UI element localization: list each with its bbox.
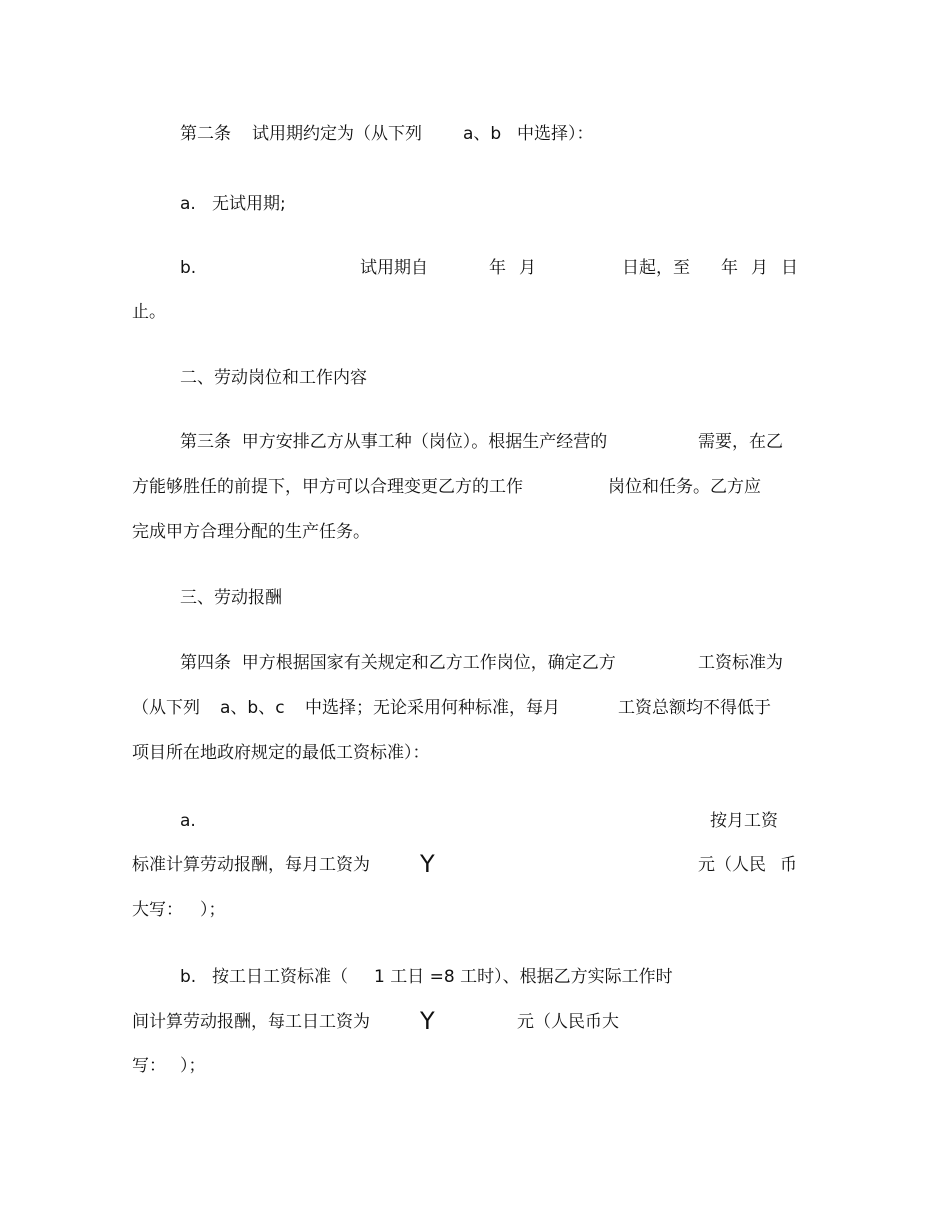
article3-line1a: 第三条 甲方安排乙方从事工种（岗位）。根据生产经营的 [180, 432, 608, 452]
section3-title: 三、劳动报酬 [180, 588, 282, 608]
option-a-text: 无试用期; [212, 194, 286, 214]
salary-a-close: ）； [200, 900, 226, 920]
article4-line3: 项目所在地政府规定的最低工资标准）： [132, 743, 430, 763]
salary-b-close: ）； [180, 1056, 206, 1076]
salary-b-yen: Y [420, 1007, 435, 1035]
salary-a-yen: Y [420, 850, 435, 878]
option-b-year2: 年 [721, 258, 738, 278]
option-b-letter: b. [180, 258, 197, 278]
option-b-day-to: 日起，至 [622, 258, 690, 278]
article2-text-end: 中选择）： [517, 124, 594, 144]
option-a-letter: a. [180, 194, 196, 214]
article2-label: 第二条 [180, 124, 231, 144]
salary-b-letter: b. [180, 967, 197, 987]
article2-options: a、b [463, 124, 502, 144]
article3-line2a: 方能够胜任的前提下，甲方可以合理变更乙方的工作 [132, 477, 523, 497]
option-b-day2: 日 [781, 258, 798, 278]
salary-a-line2: 标准计算劳动报酬，每月工资为 [132, 855, 370, 875]
article3-line2b: 岗位和任务。乙方应 [608, 477, 761, 497]
salary-b-line2: 间计算劳动报酬，每工日工资为 [132, 1012, 370, 1032]
section2-title: 二、劳动岗位和工作内容 [180, 368, 367, 388]
article4-line2c: 中选择；无论采用何种标准，每月 [305, 698, 560, 718]
article4-options: a、b、c [220, 698, 285, 718]
article4-line2a: （从下列 [132, 698, 200, 718]
article2-text: 试用期约定为（从下列 [252, 124, 422, 144]
salary-b-line1a: 按工日工资标准（ [212, 967, 348, 987]
salary-a-letter: a. [180, 811, 196, 831]
salary-a-monthly: 按月工资 [710, 811, 778, 831]
article3-line1b: 需要，在乙 [698, 432, 783, 452]
option-b-from: 试用期自 [360, 258, 428, 278]
article4-line1a: 第四条 甲方根据国家有关规定和乙方工作岗位，确定乙方 [180, 653, 616, 673]
salary-b-daxie: 写： [132, 1056, 166, 1076]
option-b-month1: 月 [519, 258, 536, 278]
option-b-month2: 月 [751, 258, 768, 278]
salary-a-daxie: 大写： [132, 900, 183, 920]
article3-line3: 完成甲方合理分配的生产任务。 [132, 522, 370, 542]
option-b-end: 止。 [132, 302, 166, 322]
salary-a-currency: 元（人民 [698, 855, 766, 875]
salary-a-currency-end: 币 [780, 855, 797, 875]
salary-b-currency: 元（人民币大 [517, 1012, 619, 1032]
article4-line2d: 工资总额均不得低于 [618, 698, 771, 718]
salary-b-line1b: 1 工日 =8 工时）、根据乙方实际工作时 [374, 967, 673, 987]
option-b-year1: 年 [489, 258, 506, 278]
article4-line1b: 工资标准为 [698, 653, 783, 673]
